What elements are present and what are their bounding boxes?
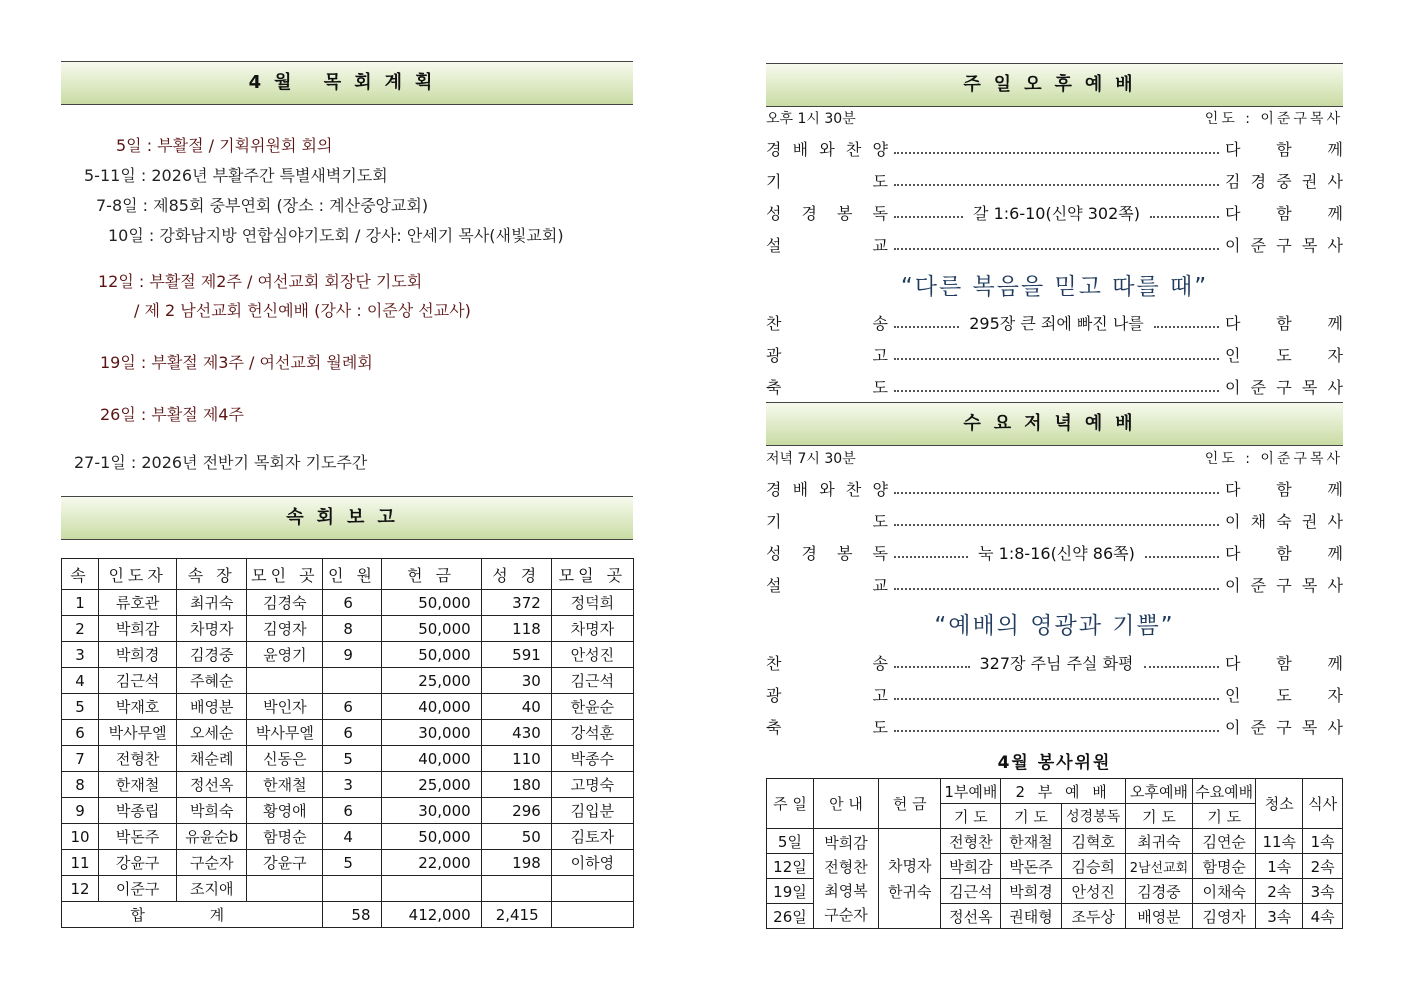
table-cell: 고명숙 <box>551 772 633 798</box>
report-title: 속회보고 <box>286 507 408 528</box>
order-value: 인 도 자 <box>1225 686 1343 705</box>
order-detail: 327장 주님 주실 화평 <box>979 654 1134 673</box>
dot-leader <box>894 556 968 558</box>
table-cell: 40,000 <box>381 694 481 720</box>
offering-cell: 차명자 한귀숙 <box>879 829 941 929</box>
table-cell: 박인자 <box>247 694 323 720</box>
table-cell: 배영분 <box>1125 904 1192 929</box>
table-cell: 1 <box>62 590 99 616</box>
order-value: 김 경 중 권 사 <box>1225 172 1343 191</box>
table-cell: 591 <box>481 642 551 668</box>
volunteers-title: 4월 봉사위원 <box>997 753 1112 773</box>
table-cell: 11 <box>62 850 99 876</box>
header-bible-reading: 성경봉독 <box>1061 804 1125 829</box>
order-line <box>766 310 1343 334</box>
table-row <box>62 798 634 824</box>
table-cell: 2속 <box>1303 854 1343 879</box>
table-cell: 최귀숙 <box>1125 829 1192 854</box>
table-row <box>62 772 634 798</box>
order-label: 찬 송 <box>766 654 888 673</box>
order-line <box>766 714 1343 738</box>
table-cell: 372 <box>481 590 551 616</box>
table-cell: 2속 <box>1256 879 1303 904</box>
dot-leader <box>894 588 1219 590</box>
order-label: 축 도 <box>766 718 888 737</box>
table-cell: 한재철 <box>247 772 323 798</box>
table-cell: 50,000 <box>381 824 481 850</box>
table-cell <box>323 668 381 694</box>
table-cell: 박희숙 <box>177 798 247 824</box>
schedule-item: 5-11일 : 2026년 부활주간 특별새벽기도회 <box>84 166 388 185</box>
header-cell: 속 장 <box>177 559 247 590</box>
week-cell: 12일 <box>767 854 814 879</box>
table-cell: 정덕희 <box>551 590 633 616</box>
schedule-item: 5일 : 부활절 / 기획위원회 회의 <box>116 136 333 155</box>
order-label: 성 경 봉 독 <box>766 544 888 563</box>
table-cell: 김근석 <box>941 879 1001 904</box>
table-cell: 정선옥 <box>177 772 247 798</box>
order-value: 다 함 께 <box>1225 314 1343 333</box>
table-row <box>62 668 634 694</box>
table-cell: 180 <box>481 772 551 798</box>
table-cell: 이하영 <box>551 850 633 876</box>
table-row <box>62 746 634 772</box>
header-cell: 모일 곳 <box>551 559 633 590</box>
order-label: 설 교 <box>766 576 888 595</box>
table-cell: 5 <box>62 694 99 720</box>
header-prayer: 기 도 <box>1193 804 1256 829</box>
table-cell: 김경숙 <box>247 590 323 616</box>
table-cell: 3 <box>323 772 381 798</box>
dot-leader <box>894 248 1219 250</box>
table-cell: 3 <box>62 642 99 668</box>
total-people: 58 <box>323 902 381 928</box>
table-cell: 조두상 <box>1061 904 1125 929</box>
table-cell: 김입분 <box>551 798 633 824</box>
table-cell: 박재호 <box>99 694 177 720</box>
table-cell: 이채숙 <box>1193 879 1256 904</box>
table-cell: 신동은 <box>247 746 323 772</box>
order-line <box>766 572 1343 596</box>
table-cell: 1속 <box>1303 829 1343 854</box>
table-cell: 1속 <box>1256 854 1303 879</box>
order-label: 경 배 와 찬 양 <box>766 140 888 159</box>
table-cell: 김경중 <box>177 642 247 668</box>
order-value: 이 준 구 목 사 <box>1225 576 1343 595</box>
dot-leader <box>894 358 1219 360</box>
table-cell: 40,000 <box>381 746 481 772</box>
order-line <box>766 682 1343 706</box>
table-cell: 박희경 <box>1001 879 1061 904</box>
table-cell: 50 <box>481 824 551 850</box>
table-cell: 김승희 <box>1061 854 1125 879</box>
table-cell: 한윤순 <box>551 694 633 720</box>
sunday-title: 주일오후예배 <box>963 74 1146 95</box>
order-detail: 295장 큰 죄에 빠진 나를 <box>969 314 1144 333</box>
order-value: 다 함 께 <box>1225 544 1344 563</box>
table-cell: 함명순 <box>247 824 323 850</box>
header-usher: 안 내 <box>813 779 878 829</box>
table-cell: 296 <box>481 798 551 824</box>
order-value: 다 함 께 <box>1225 204 1343 223</box>
table-cell: 전형찬 <box>99 746 177 772</box>
table-cell: 박희감 <box>941 854 1001 879</box>
table-cell: 오세순 <box>177 720 247 746</box>
order-line <box>766 540 1343 564</box>
table-cell <box>381 876 481 902</box>
order-value: 인 도 자 <box>1225 346 1343 365</box>
order-label: 찬 송 <box>766 314 888 333</box>
table-cell: 50,000 <box>381 616 481 642</box>
week-cell: 26일 <box>767 904 814 929</box>
table-cell: 안성진 <box>1061 879 1125 904</box>
table-cell: 5 <box>323 850 381 876</box>
dot-leader <box>894 184 1219 186</box>
table-cell: 430 <box>481 720 551 746</box>
total-empty <box>551 902 633 928</box>
order-value: 이 준 구 목 사 <box>1225 718 1343 737</box>
dot-leader <box>894 390 1219 392</box>
table-cell: 4 <box>62 668 99 694</box>
table-row <box>62 720 634 746</box>
order-value: 이 채 숙 권 사 <box>1225 512 1343 531</box>
table-cell: 6 <box>323 694 381 720</box>
header-prayer: 기 도 <box>1125 804 1192 829</box>
header-cell: 인 원 <box>323 559 381 590</box>
header-cell: 성 경 <box>481 559 551 590</box>
schedule-item: 10일 : 강화남지방 연합심야기도회 / 강사: 안세기 목사(새빛교회) <box>108 226 564 245</box>
header-meal: 식사 <box>1303 779 1343 829</box>
dot-leader <box>894 152 1219 154</box>
order-detail: 눅 1:8-16(신약 86쪽) <box>978 544 1135 563</box>
table-cell: 류호관 <box>99 590 177 616</box>
table-cell: 박사무엘 <box>247 720 323 746</box>
table-cell: 황영애 <box>247 798 323 824</box>
order-label: 광 고 <box>766 686 888 705</box>
table-cell: 6 <box>62 720 99 746</box>
order-value: 이 준 구 목 사 <box>1225 378 1343 397</box>
table-cell: 118 <box>481 616 551 642</box>
order-label: 광 고 <box>766 346 888 365</box>
header-week: 주 일 <box>767 779 814 829</box>
table-cell: 김연순 <box>1193 829 1256 854</box>
header-service1: 1부예배 <box>941 779 1001 804</box>
table-cell: 김토자 <box>551 824 633 850</box>
table-header-row <box>62 559 634 590</box>
table-cell: 이준구 <box>99 876 177 902</box>
table-cell: 박종수 <box>551 746 633 772</box>
header-cell: 모인 곳 <box>247 559 323 590</box>
table-row <box>62 590 634 616</box>
header-prayer: 기 도 <box>1001 804 1061 829</box>
total-offering: 412,000 <box>381 902 481 928</box>
sunday-leader: 인도 : 이준구목사 <box>1204 111 1343 127</box>
table-cell: 50,000 <box>381 590 481 616</box>
table-cell: 유윤순b <box>177 824 247 850</box>
dot-leader <box>894 698 1219 700</box>
table-cell: 8 <box>62 772 99 798</box>
schedule-item: 12일 : 부활절 제2주 / 여선교회 회장단 기도회 <box>98 272 423 291</box>
header-cleaning: 청소 <box>1256 779 1303 829</box>
table-row <box>62 616 634 642</box>
table-cell: 10 <box>62 824 99 850</box>
table-cell: 6 <box>323 798 381 824</box>
table-cell: 3속 <box>1303 879 1343 904</box>
table-cell: 한재철 <box>1001 829 1061 854</box>
table-row <box>62 642 634 668</box>
table-cell: 12 <box>62 876 99 902</box>
table-cell: 김영자 <box>247 616 323 642</box>
wednesday-header <box>766 448 1343 468</box>
table-cell: 강윤구 <box>247 850 323 876</box>
table-cell: 안성진 <box>551 642 633 668</box>
table-cell: 주혜순 <box>177 668 247 694</box>
order-line <box>766 232 1343 256</box>
header-cell: 인도자 <box>99 559 177 590</box>
header-afternoon: 오후예배 <box>1125 779 1192 804</box>
schedule-item: / 제 2 남선교회 헌신예배 (강사 : 이준상 선교사) <box>134 301 471 320</box>
wednesday-time: 저녁 7시 30분 <box>766 451 856 467</box>
order-label: 설 교 <box>766 236 888 255</box>
order-label: 기 도 <box>766 172 888 191</box>
table-cell: 4속 <box>1303 904 1343 929</box>
schedule-item: 26일 : 부활절 제4주 <box>100 405 244 424</box>
ushers-cell: 박희감 전형찬 최영복 구순자 <box>813 829 878 929</box>
table-cell: 4 <box>323 824 381 850</box>
dot-leader <box>1150 216 1219 218</box>
table-cell: 함명순 <box>1193 854 1256 879</box>
total-bible: 2,415 <box>481 902 551 928</box>
dot-leader <box>1154 326 1219 328</box>
table-cell: 박희감 <box>99 616 177 642</box>
report-banner <box>61 496 633 540</box>
table-cell: 배영분 <box>177 694 247 720</box>
table-cell: 198 <box>481 850 551 876</box>
table-cell: 전형찬 <box>941 829 1001 854</box>
week-cell: 5일 <box>767 829 814 854</box>
table-cell: 40 <box>481 694 551 720</box>
table-cell: 박사무엘 <box>99 720 177 746</box>
dot-leader <box>894 216 963 218</box>
table-cell: 6 <box>323 590 381 616</box>
table-cell: 강윤구 <box>99 850 177 876</box>
table-cell: 한재철 <box>99 772 177 798</box>
table-cell: 권태형 <box>1001 904 1061 929</box>
dot-leader <box>894 326 959 328</box>
table-cell <box>247 876 323 902</box>
table-row <box>62 694 634 720</box>
table-cell: 9 <box>62 798 99 824</box>
table-total-row <box>62 902 634 928</box>
table-row <box>62 876 634 902</box>
table-cell: 최귀숙 <box>177 590 247 616</box>
header-cell: 속 <box>62 559 99 590</box>
table-cell <box>481 876 551 902</box>
wednesday-title: 수요저녁예배 <box>963 413 1146 434</box>
sunday-time: 오후 1시 30분 <box>766 111 856 127</box>
sunday-sermon-title: “다른 복음을 믿고 따를 때” <box>900 274 1209 300</box>
schedule-item: 27-1일 : 2026년 전반기 목회자 기도주간 <box>74 453 368 472</box>
table-cell: 구순자 <box>177 850 247 876</box>
order-label: 기 도 <box>766 512 888 531</box>
table-cell <box>323 876 381 902</box>
order-value: 다 함 께 <box>1225 480 1343 499</box>
table-row <box>62 824 634 850</box>
table-cell: 김근석 <box>99 668 177 694</box>
table-cell: 6 <box>323 720 381 746</box>
sunday-banner <box>766 63 1343 107</box>
sunday-header <box>766 108 1343 128</box>
order-line <box>766 136 1343 160</box>
order-label: 성 경 봉 독 <box>766 204 888 223</box>
schedule-title: 4월 목회계획 <box>248 72 446 93</box>
table-cell: 7 <box>62 746 99 772</box>
dot-leader <box>1144 666 1220 668</box>
header-prayer: 기 도 <box>941 804 1001 829</box>
cell-report-table <box>61 558 634 928</box>
order-label: 경 배 와 찬 양 <box>766 480 888 499</box>
table-cell: 박종립 <box>99 798 177 824</box>
wednesday-banner <box>766 402 1343 446</box>
order-line <box>766 200 1343 224</box>
order-line <box>766 476 1343 500</box>
table-cell: 김경중 <box>1125 879 1192 904</box>
table-cell <box>247 668 323 694</box>
table-cell: 5 <box>323 746 381 772</box>
order-detail: 갈 1:6-10(신약 302쪽) <box>973 204 1140 223</box>
table-row <box>62 850 634 876</box>
table-cell: 2남선교회 <box>1125 854 1192 879</box>
table-cell: 강석훈 <box>551 720 633 746</box>
table-cell: 차명자 <box>177 616 247 642</box>
schedule-item: 19일 : 부활절 제3주 / 여선교회 월례회 <box>100 353 373 372</box>
dot-leader <box>894 524 1219 526</box>
table-cell: 윤영기 <box>247 642 323 668</box>
table-cell: 3속 <box>1256 904 1303 929</box>
order-line <box>766 342 1343 366</box>
header-cell: 헌 금 <box>381 559 481 590</box>
table-cell: 김근석 <box>551 668 633 694</box>
table-cell: 박희경 <box>99 642 177 668</box>
table-cell: 8 <box>323 616 381 642</box>
table-cell: 김혁호 <box>1061 829 1125 854</box>
table-cell: 25,000 <box>381 772 481 798</box>
schedule-item: 7-8일 : 제85회 중부연회 (장소 : 계산중앙교회) <box>96 196 429 215</box>
table-cell: 50,000 <box>381 642 481 668</box>
order-line <box>766 374 1343 398</box>
table-cell: 110 <box>481 746 551 772</box>
header-service2: 2 부 예 배 <box>1001 779 1125 804</box>
table-cell: 채순례 <box>177 746 247 772</box>
table-cell: 30,000 <box>381 720 481 746</box>
order-label: 축 도 <box>766 378 888 397</box>
order-line <box>766 168 1343 192</box>
table-cell: 정선옥 <box>941 904 1001 929</box>
dot-leader <box>894 492 1219 494</box>
total-label: 합 계 <box>62 902 323 928</box>
table-cell: 박돈주 <box>1001 854 1061 879</box>
table-row <box>767 829 1343 854</box>
table-cell: 30,000 <box>381 798 481 824</box>
wednesday-leader: 인도 : 이준구목사 <box>1204 451 1343 467</box>
table-cell: 박돈주 <box>99 824 177 850</box>
order-value: 이 준 구 목 사 <box>1225 236 1343 255</box>
table-cell: 30 <box>481 668 551 694</box>
table-cell: 차명자 <box>551 616 633 642</box>
header-wednesday: 수요예배 <box>1193 779 1256 804</box>
week-cell: 19일 <box>767 879 814 904</box>
table-cell: 11속 <box>1256 829 1303 854</box>
order-line <box>766 508 1343 532</box>
order-value: 다 함 께 <box>1225 140 1343 159</box>
table-cell: 9 <box>323 642 381 668</box>
volunteer-table <box>766 778 1343 929</box>
dot-leader <box>1145 556 1219 558</box>
order-line <box>766 650 1343 674</box>
wednesday-sermon-title: “예배의 영광과 기쁨” <box>934 613 1175 639</box>
table-cell: 22,000 <box>381 850 481 876</box>
table-cell: 김영자 <box>1193 904 1256 929</box>
table-cell <box>551 876 633 902</box>
table-cell: 2 <box>62 616 99 642</box>
table-cell: 조지애 <box>177 876 247 902</box>
schedule-banner <box>61 61 633 105</box>
order-value: 다 함 께 <box>1225 654 1343 673</box>
dot-leader <box>894 666 970 668</box>
dot-leader <box>894 730 1219 732</box>
header-offering: 헌 금 <box>879 779 941 829</box>
table-cell: 25,000 <box>381 668 481 694</box>
